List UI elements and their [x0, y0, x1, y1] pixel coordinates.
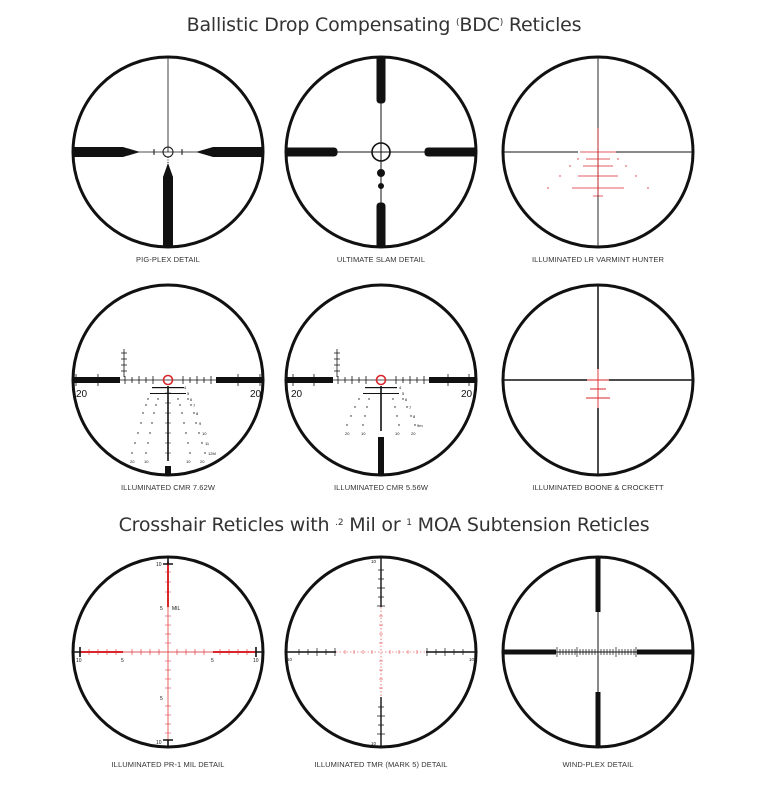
scale-label: 10 [156, 562, 162, 568]
reticle-caption: ILLUMINATED LR VARMINT HUNTER [531, 255, 665, 264]
reticle-caption: ULTIMATE SLAM DETAIL [336, 255, 426, 264]
scale-label: 10 [287, 657, 293, 662]
bdc-section-title [0, 14, 768, 36]
drop-label: 8 [413, 414, 416, 419]
wind-label: 10 [144, 459, 149, 464]
wind-label: 20 [200, 459, 205, 464]
scale-label: 20 [76, 389, 88, 400]
scale-label: 10 [156, 740, 162, 746]
title-text: MOA Subtension Reticles [411, 514, 650, 536]
reticle-caption: WIND-PLEX DETAIL [562, 760, 634, 769]
pr1-mil-reticle-icon [68, 552, 268, 752]
wind-label: 10 [186, 459, 191, 464]
scale-label: 10 [253, 658, 259, 664]
title-text: BDC [459, 14, 500, 36]
drop-label: 4 [399, 385, 402, 390]
reticle-caption: PIG-PLEX DETAIL [136, 255, 200, 264]
cmr-762w-reticle-icon [68, 283, 268, 483]
scale-label: 10 [76, 658, 82, 664]
title-text: Ballistic Drop Compensating [186, 14, 457, 36]
reticle-caption: ILLUMINATED BOONE & CROCKETT [532, 483, 664, 492]
reticle-cmr-556w [281, 283, 481, 483]
drop-label: 9 [199, 421, 202, 426]
ultimate-slam-reticle-icon [281, 55, 481, 255]
wind-label: 20 [411, 431, 416, 436]
wind-label: 10 [361, 431, 366, 436]
title-sup: .2 [335, 518, 344, 528]
reticle-tmr-mark5 [281, 552, 481, 752]
drop-label: 6 [405, 397, 408, 402]
drop-label: 7 [409, 405, 412, 410]
wind-label: 10 [395, 431, 400, 436]
title-sup: 1 [406, 518, 412, 528]
scale-label: 10 [469, 657, 475, 662]
crosshair-section-title [0, 514, 768, 536]
reticle-wind-plex [498, 552, 698, 752]
reticle-boone-crockett [498, 283, 698, 483]
reticle-caption: ILLUMINATED TMR (MARK 5) DETAIL [314, 760, 448, 769]
cmr-556w-reticle-icon [281, 283, 481, 483]
scale-label: 20 [291, 389, 303, 400]
reticle-cmr-762w [68, 283, 268, 483]
reticle-caption: ILLUMINATED CMR 5.56W [333, 483, 429, 492]
reticle-ultimate-slam [281, 55, 481, 255]
drop-label: 9m [417, 423, 423, 428]
drop-label: 12M [208, 451, 216, 456]
drop-label: 4 [184, 385, 187, 390]
scale-label: 5 [121, 658, 124, 664]
title-sup: ( [456, 18, 460, 28]
lr-varmint-reticle-icon [498, 55, 698, 255]
scale-label: 20 [461, 389, 473, 400]
drop-label: 8 [196, 411, 199, 416]
scale-label: 10 [371, 741, 377, 746]
scale-label: 20 [250, 389, 262, 400]
tmr-mark5-reticle-icon [281, 552, 481, 752]
reticle-lr-varmint [498, 55, 698, 255]
title-text: Reticles [503, 14, 582, 36]
drop-label: 5 [402, 391, 405, 396]
drop-label: 5 [187, 391, 190, 396]
drop-label: 6 [190, 397, 193, 402]
scale-label: 5 [160, 696, 163, 702]
title-text: Crosshair Reticles with [118, 514, 336, 536]
unit-label: MIL [172, 606, 181, 612]
title-sup: ) [499, 18, 504, 28]
boone-crockett-reticle-icon [498, 283, 698, 483]
title-text: Mil or [343, 514, 407, 536]
scale-label: 10 [371, 559, 377, 564]
drop-label: 10 [202, 431, 207, 436]
pig-plex-reticle-icon [68, 55, 268, 255]
wind-label: 20 [345, 431, 350, 436]
reticle-caption: ILLUMINATED CMR 7.62W [120, 483, 216, 492]
wind-plex-reticle-icon [498, 552, 698, 752]
scale-label: 5 [211, 658, 214, 664]
scale-label: 5 [160, 606, 163, 612]
reticle-pig-plex [68, 55, 268, 255]
reticle-pr1-mil [68, 552, 268, 752]
drop-label: 11 [205, 441, 210, 446]
reticle-caption: ILLUMINATED PR-1 MIL DETAIL [111, 760, 225, 769]
wind-label: 20 [130, 459, 135, 464]
drop-label: 7 [193, 403, 196, 408]
